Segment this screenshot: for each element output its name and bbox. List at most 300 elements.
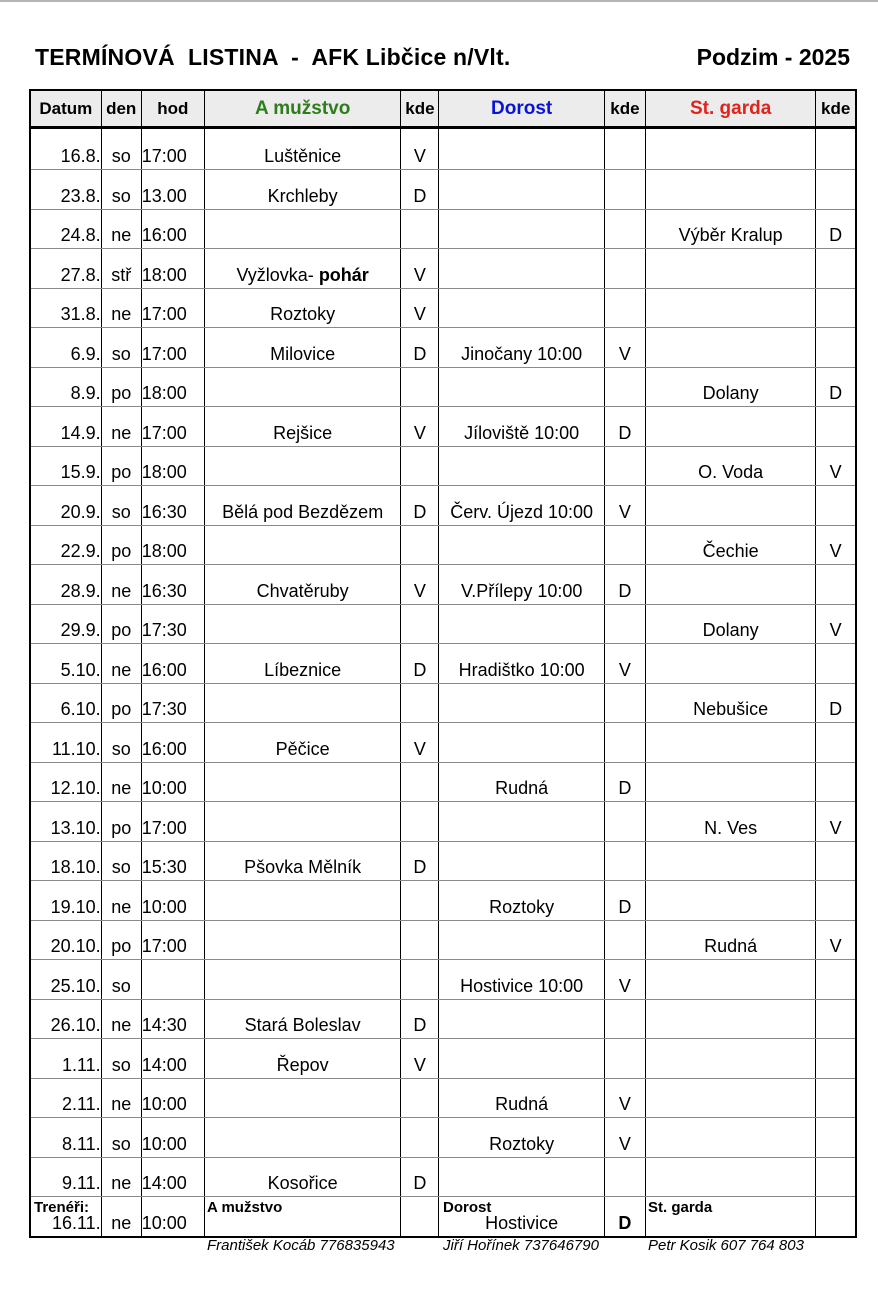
a-team-opponent-cell-text: Roztoky [270, 304, 336, 324]
day-cell [101, 565, 141, 605]
youth-venue-cell-text: D [618, 896, 632, 917]
table-row [30, 565, 856, 605]
a-team-opponent-cell [204, 881, 400, 921]
youth-coach: Jiří Hořínek 737646790 [443, 1237, 599, 1254]
veterans-opponent-cell [645, 1078, 815, 1118]
veterans-opponent-cell [645, 565, 815, 605]
youth-venue-cell [604, 644, 645, 684]
a-team-opponent-cell [204, 762, 400, 802]
a-team-opponent-cell [204, 249, 400, 289]
veterans-opponent-cell [645, 486, 815, 526]
page-title: TERMÍNOVÁ LISTINA - AFK Libčice n/Vlt. [35, 44, 511, 70]
time-cell-text: 16:30 [141, 501, 187, 522]
footer-veterans-label: St. garda [648, 1199, 713, 1216]
youth-venue-cell [604, 209, 645, 249]
youth-opponent-cell [439, 288, 604, 328]
veterans-opponent-cell-text: Rudná [704, 936, 758, 956]
veterans-venue-cell [816, 999, 856, 1039]
veterans-opponent-cell-text: O. Voda [698, 462, 764, 482]
veterans-opponent-cell [645, 1039, 815, 1079]
veterans-opponent-cell [645, 209, 815, 249]
youth-opponent-cell [439, 1118, 604, 1158]
youth-venue-cell-text: V [618, 659, 631, 680]
youth-venue-cell-text: V [618, 1094, 631, 1114]
youth-venue-cell [604, 1118, 645, 1158]
date-cell [30, 841, 101, 881]
veterans-venue-cell [816, 525, 856, 565]
youth-opponent-cell [439, 1039, 604, 1079]
veterans-venue-cell [816, 960, 856, 1000]
col-header-a-where: kde [401, 90, 439, 128]
a-team-venue-cell [401, 486, 439, 526]
youth-opponent-cell [439, 1078, 604, 1118]
veterans-venue-cell [816, 367, 856, 407]
table-row [30, 486, 856, 526]
veterans-venue-cell [816, 1157, 856, 1197]
day-cell [101, 407, 141, 447]
time-cell [141, 288, 204, 328]
veterans-venue-cell [816, 762, 856, 802]
table-row [30, 644, 856, 684]
a-team-opponent-cell [204, 1039, 400, 1079]
col-header-veterans-where: kde [816, 90, 856, 128]
youth-venue-cell [604, 328, 645, 368]
date-cell-text: 12.10. [50, 778, 101, 798]
a-team-venue-cell [401, 170, 439, 210]
veterans-venue-cell-text: V [829, 817, 842, 838]
date-cell [30, 881, 101, 921]
veterans-venue-cell [816, 407, 856, 447]
a-team-opponent-cell [204, 1118, 400, 1158]
time-cell [141, 565, 204, 605]
time-cell [141, 604, 204, 644]
time-cell-text: 15:30 [141, 857, 187, 877]
veterans-opponent-cell [645, 170, 815, 210]
a-team-venue-cell-text: V [413, 304, 426, 324]
time-cell-text: 14:30 [141, 1015, 187, 1035]
a-team-opponent-cell [204, 960, 400, 1000]
day-cell-text: ne [111, 1173, 132, 1193]
youth-opponent-cell [439, 486, 604, 526]
time-cell-text: 17:30 [141, 699, 187, 719]
time-cell [141, 1157, 204, 1197]
a-team-opponent-cell [204, 288, 400, 328]
date-cell-text: 26.10. [50, 1015, 101, 1035]
time-cell-text: 18:00 [141, 462, 187, 482]
day-cell [101, 604, 141, 644]
date-cell-text: 5.10. [60, 659, 101, 680]
youth-venue-cell-text: D [618, 580, 632, 601]
time-cell-text: 14:00 [141, 1173, 187, 1193]
a-team-opponent-cell [204, 723, 400, 763]
time-cell [141, 960, 204, 1000]
veterans-venue-cell [816, 1197, 856, 1237]
day-cell [101, 209, 141, 249]
time-cell [141, 644, 204, 684]
a-team-opponent-cell-text: Pšovka Mělník [244, 857, 362, 877]
a-team-venue-cell [401, 802, 439, 842]
time-cell-text: 10:00 [141, 1212, 187, 1233]
a-team-opponent-cell [204, 604, 400, 644]
youth-opponent-cell [439, 407, 604, 447]
date-cell-text: 22.9. [60, 541, 101, 561]
veterans-venue-cell [816, 209, 856, 249]
date-cell [30, 604, 101, 644]
date-cell [30, 565, 101, 605]
youth-venue-cell [604, 960, 645, 1000]
col-header-day: den [101, 90, 141, 128]
date-cell [30, 1039, 101, 1079]
day-cell-text: so [111, 857, 131, 877]
time-cell [141, 525, 204, 565]
a-team-opponent-cell-text: Luštěnice [264, 146, 342, 166]
youth-opponent-cell [439, 128, 604, 170]
day-cell [101, 723, 141, 763]
a-team-venue-cell-text: V [413, 422, 426, 443]
date-cell-text: 16.11. [51, 1212, 101, 1233]
date-cell [30, 802, 101, 842]
a-team-venue-cell [401, 407, 439, 447]
day-cell-text: so [111, 738, 131, 759]
time-cell [141, 762, 204, 802]
time-cell [141, 841, 204, 881]
cup-match-label: pohár [318, 264, 369, 285]
youth-opponent-cell [439, 525, 604, 565]
youth-opponent-cell-text: Rudná [495, 778, 549, 798]
day-cell [101, 1118, 141, 1158]
time-cell [141, 920, 204, 960]
day-cell [101, 328, 141, 368]
a-team-opponent-cell-text: Bělá pod Bezdězem [222, 501, 384, 522]
a-team-venue-cell [401, 249, 439, 289]
day-cell [101, 128, 141, 170]
day-cell-text: ne [111, 225, 132, 245]
veterans-venue-cell-text: V [829, 462, 842, 482]
date-cell [30, 762, 101, 802]
time-cell-text: 16:00 [141, 659, 187, 680]
time-cell-text: 16:30 [141, 580, 187, 601]
veterans-opponent-cell-text: Dolany [702, 620, 759, 640]
youth-opponent-cell [439, 565, 604, 605]
table-row [30, 525, 856, 565]
veterans-venue-cell-text: D [829, 699, 843, 719]
date-cell [30, 209, 101, 249]
date-cell-text: 27.8. [60, 264, 101, 285]
time-cell-text: 18:00 [141, 541, 187, 561]
a-team-venue-cell [401, 762, 439, 802]
veterans-opponent-cell [645, 644, 815, 684]
a-team-venue-cell [401, 1078, 439, 1118]
youth-opponent-cell [439, 644, 604, 684]
time-cell [141, 446, 204, 486]
date-cell [30, 128, 101, 170]
table-row [30, 249, 856, 289]
day-cell-text: ne [111, 896, 132, 917]
a-team-opponent-cell-text: Řepov [276, 1054, 329, 1075]
youth-venue-cell [604, 525, 645, 565]
a-team-venue-cell [401, 1157, 439, 1197]
a-team-opponent-cell [204, 683, 400, 723]
youth-venue-cell [604, 802, 645, 842]
veterans-opponent-cell-text: Dolany [702, 383, 759, 403]
youth-opponent-cell [439, 209, 604, 249]
table-row [30, 288, 856, 328]
date-cell-text: 11.10. [51, 738, 101, 759]
day-cell-text: po [111, 817, 132, 838]
youth-venue-cell [604, 881, 645, 921]
veterans-opponent-cell [645, 802, 815, 842]
veterans-venue-cell [816, 1039, 856, 1079]
day-cell [101, 960, 141, 1000]
veterans-venue-cell [816, 486, 856, 526]
time-cell-text: 10:00 [141, 1133, 187, 1154]
day-cell [101, 367, 141, 407]
date-cell-text: 2.11. [61, 1094, 101, 1114]
a-team-opponent-cell-text: Pěčice [275, 738, 330, 759]
a-team-opponent-cell [204, 525, 400, 565]
a-team-venue-cell-text: V [413, 580, 426, 601]
youth-venue-cell [604, 1039, 645, 1079]
a-team-venue-cell-text: V [413, 146, 426, 166]
youth-venue-cell [604, 604, 645, 644]
time-cell [141, 1039, 204, 1079]
youth-opponent-cell-text: Jinočany 10:00 [461, 343, 583, 364]
date-cell [30, 367, 101, 407]
a-team-opponent-cell [204, 328, 400, 368]
day-cell-text: po [111, 383, 132, 403]
day-cell [101, 762, 141, 802]
a-team-opponent-cell-text: Chvatěruby [256, 580, 349, 601]
day-cell [101, 1039, 141, 1079]
a-team-venue-cell-text: V [413, 738, 426, 759]
youth-venue-cell [604, 1157, 645, 1197]
table-row [30, 881, 856, 921]
date-cell [30, 407, 101, 447]
date-cell [30, 525, 101, 565]
date-cell [30, 1078, 101, 1118]
a-team-opponent-cell [204, 999, 400, 1039]
day-cell-text: po [111, 699, 132, 719]
a-team-venue-cell-text: D [413, 857, 427, 877]
veterans-venue-cell-text: D [829, 383, 843, 403]
date-cell-text: 9.11. [61, 1173, 101, 1193]
veterans-opponent-cell-text: Výběr Kralup [678, 225, 783, 245]
a-team-opponent-cell-text: Vyžlovka- [236, 264, 319, 285]
time-cell [141, 367, 204, 407]
time-cell [141, 249, 204, 289]
youth-venue-cell [604, 841, 645, 881]
a-team-venue-cell [401, 525, 439, 565]
veterans-opponent-cell [645, 525, 815, 565]
veterans-venue-cell [816, 565, 856, 605]
a-team-venue-cell-text: V [413, 264, 426, 285]
youth-venue-cell [604, 999, 645, 1039]
table-row [30, 723, 856, 763]
veterans-venue-cell-text: D [829, 225, 843, 245]
date-cell-text: 8.11. [61, 1133, 101, 1154]
time-cell-text: 17:00 [141, 146, 187, 166]
table-row [30, 407, 856, 447]
youth-venue-cell [604, 1197, 645, 1237]
time-cell-text: 17:00 [141, 817, 187, 838]
a-team-venue-cell [401, 881, 439, 921]
youth-opponent-cell-text: Červ. Újezd 10:00 [450, 501, 594, 522]
a-team-venue-cell [401, 604, 439, 644]
youth-opponent-cell [439, 367, 604, 407]
time-cell [141, 328, 204, 368]
youth-opponent-cell-text: Hostivice 10:00 [460, 975, 584, 996]
schedule-table [29, 89, 857, 1238]
a-team-venue-cell [401, 288, 439, 328]
day-cell-text: stř [111, 264, 132, 285]
a-team-opponent-cell [204, 1157, 400, 1197]
date-cell-text: 8.9. [70, 383, 101, 403]
a-team-venue-cell-text: D [413, 501, 427, 522]
veterans-opponent-cell [645, 683, 815, 723]
date-cell [30, 723, 101, 763]
date-cell-text: 14.9. [60, 422, 101, 443]
youth-opponent-cell-text: Rudná [495, 1094, 549, 1114]
date-cell [30, 288, 101, 328]
youth-venue-cell [604, 128, 645, 170]
youth-venue-cell [604, 288, 645, 328]
youth-venue-cell [604, 367, 645, 407]
table-row [30, 920, 856, 960]
veterans-opponent-cell-text: Nebušice [693, 699, 769, 719]
youth-opponent-cell [439, 960, 604, 1000]
a-team-opponent-cell [204, 128, 400, 170]
veterans-opponent-cell [645, 249, 815, 289]
time-cell-text: 17:00 [141, 304, 187, 324]
youth-opponent-cell [439, 762, 604, 802]
time-cell [141, 1197, 204, 1237]
table-row [30, 446, 856, 486]
date-cell-text: 24.8. [60, 225, 101, 245]
day-cell [101, 1197, 141, 1237]
time-cell-text: 17:00 [141, 343, 187, 364]
a-team-venue-cell [401, 999, 439, 1039]
table-row [30, 367, 856, 407]
a-team-venue-cell [401, 446, 439, 486]
veterans-venue-cell [816, 170, 856, 210]
date-cell [30, 446, 101, 486]
youth-venue-cell [604, 1078, 645, 1118]
day-cell [101, 446, 141, 486]
a-team-venue-cell-text: D [413, 1173, 427, 1193]
youth-opponent-cell [439, 446, 604, 486]
time-cell-text: 17:30 [141, 620, 187, 640]
veterans-venue-cell [816, 288, 856, 328]
a-team-venue-cell [401, 920, 439, 960]
a-team-opponent-cell [204, 209, 400, 249]
a-team-opponent-cell-text: Líbeznice [264, 659, 342, 680]
youth-opponent-cell [439, 723, 604, 763]
veterans-opponent-cell [645, 604, 815, 644]
day-cell [101, 644, 141, 684]
day-cell-text: so [111, 501, 131, 522]
a-team-opponent-cell [204, 367, 400, 407]
youth-opponent-cell [439, 683, 604, 723]
a-team-venue-cell [401, 683, 439, 723]
youth-venue-cell-text: V [618, 343, 631, 364]
veterans-venue-cell [816, 644, 856, 684]
schedule-body [30, 128, 856, 1237]
youth-venue-cell [604, 486, 645, 526]
time-cell-text: 10:00 [141, 1094, 187, 1114]
table-row [30, 328, 856, 368]
date-cell-text: 20.10. [50, 936, 101, 956]
day-cell-text: so [111, 185, 131, 206]
youth-venue-cell-text: V [618, 1133, 631, 1154]
youth-venue-cell-text: V [618, 975, 631, 996]
a-team-venue-cell-text: D [413, 185, 427, 206]
a-team-venue-cell [401, 128, 439, 170]
table-row [30, 762, 856, 802]
day-cell-text: ne [111, 304, 132, 324]
time-cell [141, 881, 204, 921]
table-row [30, 960, 856, 1000]
a-team-opponent-cell [204, 565, 400, 605]
a-team-venue-cell [401, 1118, 439, 1158]
youth-venue-cell [604, 723, 645, 763]
day-cell-text: ne [111, 659, 132, 680]
table-row [30, 1039, 856, 1079]
time-cell-text: 16:00 [141, 225, 187, 245]
day-cell [101, 1157, 141, 1197]
day-cell [101, 486, 141, 526]
date-cell [30, 999, 101, 1039]
time-cell-text: 18:00 [141, 264, 187, 285]
a-team-opponent-cell [204, 446, 400, 486]
day-cell-text: po [111, 541, 132, 561]
day-cell-text: so [111, 975, 131, 996]
date-cell-text: 18.10. [50, 857, 101, 877]
time-cell-text: 10:00 [141, 778, 187, 798]
day-cell-text: ne [111, 422, 132, 443]
date-cell [30, 328, 101, 368]
a-team-venue-cell [401, 841, 439, 881]
date-cell [30, 920, 101, 960]
a-team-opponent-cell [204, 841, 400, 881]
veterans-venue-cell [816, 802, 856, 842]
time-cell [141, 128, 204, 170]
veterans-opponent-cell [645, 841, 815, 881]
youth-opponent-cell [439, 604, 604, 644]
veterans-opponent-cell [645, 367, 815, 407]
day-cell [101, 802, 141, 842]
veterans-opponent-cell [645, 920, 815, 960]
youth-opponent-cell-text: V.Přílepy 10:00 [460, 580, 583, 601]
date-cell-text: 19.10. [50, 896, 101, 917]
veterans-venue-cell [816, 881, 856, 921]
youth-venue-cell [604, 762, 645, 802]
day-cell [101, 288, 141, 328]
a-team-venue-cell-text: D [413, 343, 427, 364]
time-cell [141, 1078, 204, 1118]
youth-venue-cell [604, 683, 645, 723]
col-header-youth-where: kde [604, 90, 645, 128]
a-team-venue-cell [401, 723, 439, 763]
day-cell [101, 881, 141, 921]
time-cell [141, 802, 204, 842]
youth-opponent-cell [439, 170, 604, 210]
a-team-opponent-cell [204, 920, 400, 960]
veterans-venue-cell [816, 683, 856, 723]
time-cell-text: 13.00 [141, 185, 187, 206]
youth-opponent-cell-text: Roztoky [489, 896, 555, 917]
time-cell [141, 407, 204, 447]
youth-opponent-cell [439, 881, 604, 921]
